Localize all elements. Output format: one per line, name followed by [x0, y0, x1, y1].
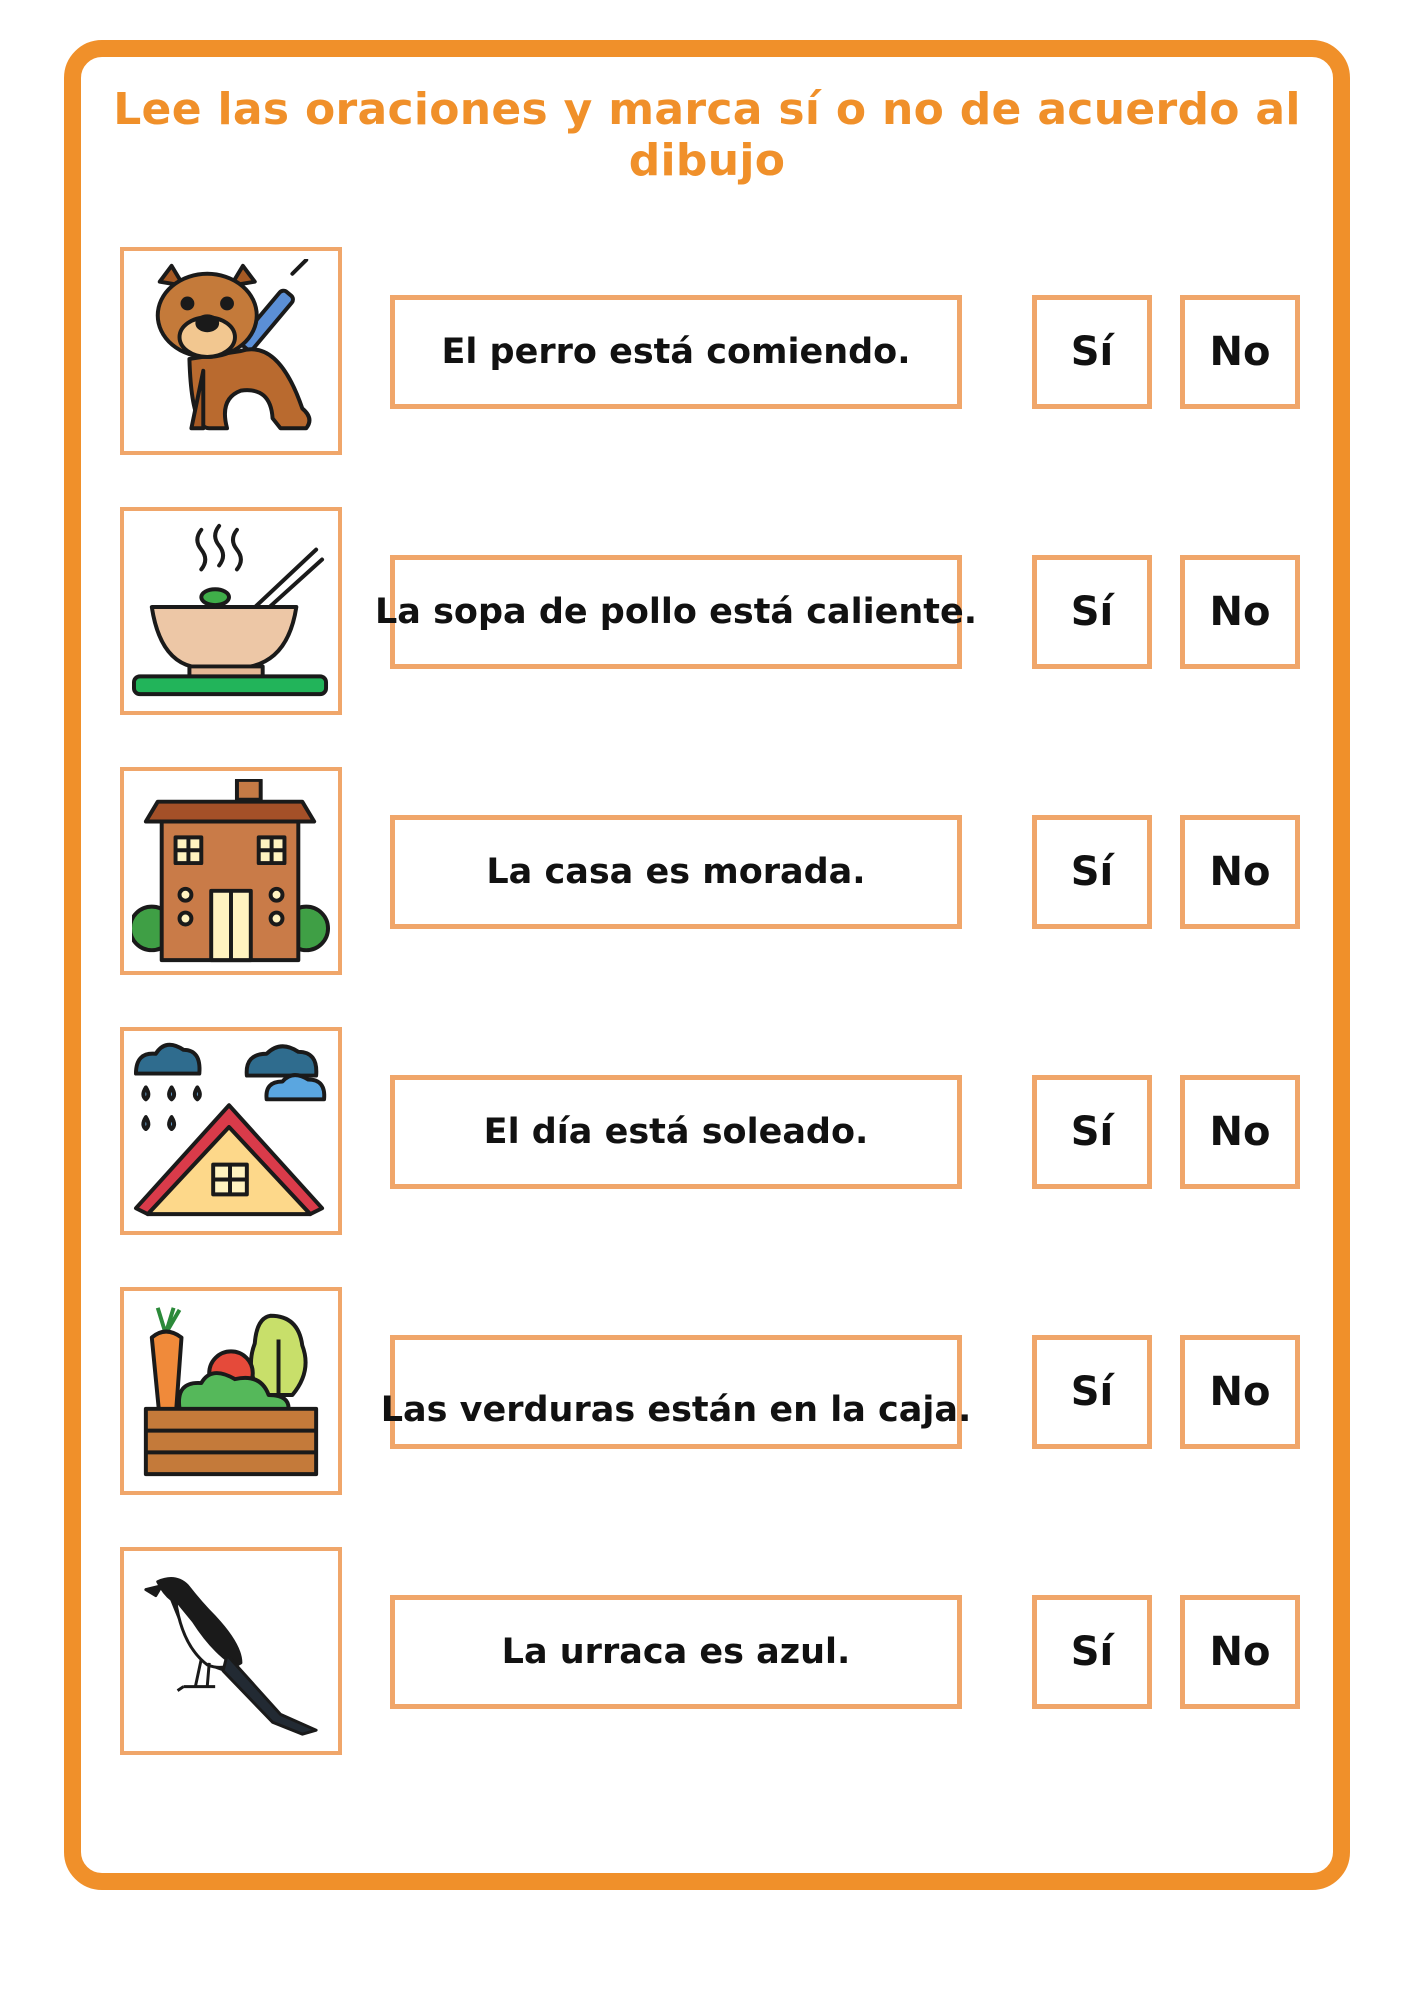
picture-box — [120, 247, 342, 455]
picture-box — [120, 1027, 342, 1235]
magpie-icon — [132, 1559, 330, 1743]
no-option[interactable]: No — [1180, 295, 1300, 409]
yes-option[interactable]: Sí — [1032, 1595, 1152, 1709]
yes-option[interactable]: Sí — [1032, 555, 1152, 669]
no-option[interactable]: No — [1180, 1335, 1300, 1449]
picture-box — [120, 507, 342, 715]
no-option[interactable]: No — [1180, 815, 1300, 929]
vegetable-crate-icon — [132, 1299, 330, 1483]
sentence-box: La urraca es azul. — [390, 1595, 962, 1709]
picture-box — [120, 1547, 342, 1755]
question-row-6 — [0, 1547, 1414, 1757]
brick-house-icon — [132, 779, 330, 963]
question-row-1 — [0, 247, 1414, 457]
question-row-4 — [0, 1027, 1414, 1237]
picture-box — [120, 767, 342, 975]
yes-option[interactable]: Sí — [1032, 295, 1152, 409]
question-row-5 — [0, 1287, 1414, 1497]
no-option[interactable]: No — [1180, 555, 1300, 669]
page-title: Lee las oraciones y marca sí o no de acuerdo al dibujo — [113, 84, 1301, 186]
no-option[interactable]: No — [1180, 1075, 1300, 1189]
sentence-box: El día está soleado. — [390, 1075, 962, 1189]
picture-box — [120, 1287, 342, 1495]
yes-option[interactable]: Sí — [1032, 1075, 1152, 1189]
yes-option[interactable]: Sí — [1032, 1335, 1152, 1449]
sentence-box: El perro está comiendo. — [390, 295, 962, 409]
question-row-3 — [0, 767, 1414, 977]
yes-option[interactable]: Sí — [1032, 815, 1152, 929]
sentence-box: Las verduras están en la caja. — [390, 1335, 962, 1449]
dog-vaccine-icon — [132, 259, 330, 443]
no-option[interactable]: No — [1180, 1595, 1300, 1709]
sentence-box: La casa es morada. — [390, 815, 962, 929]
question-row-2 — [0, 507, 1414, 717]
hot-soup-bowl-icon — [132, 519, 330, 703]
rainy-house-icon — [132, 1039, 330, 1223]
sentence-box: La sopa de pollo está caliente. — [390, 555, 962, 669]
